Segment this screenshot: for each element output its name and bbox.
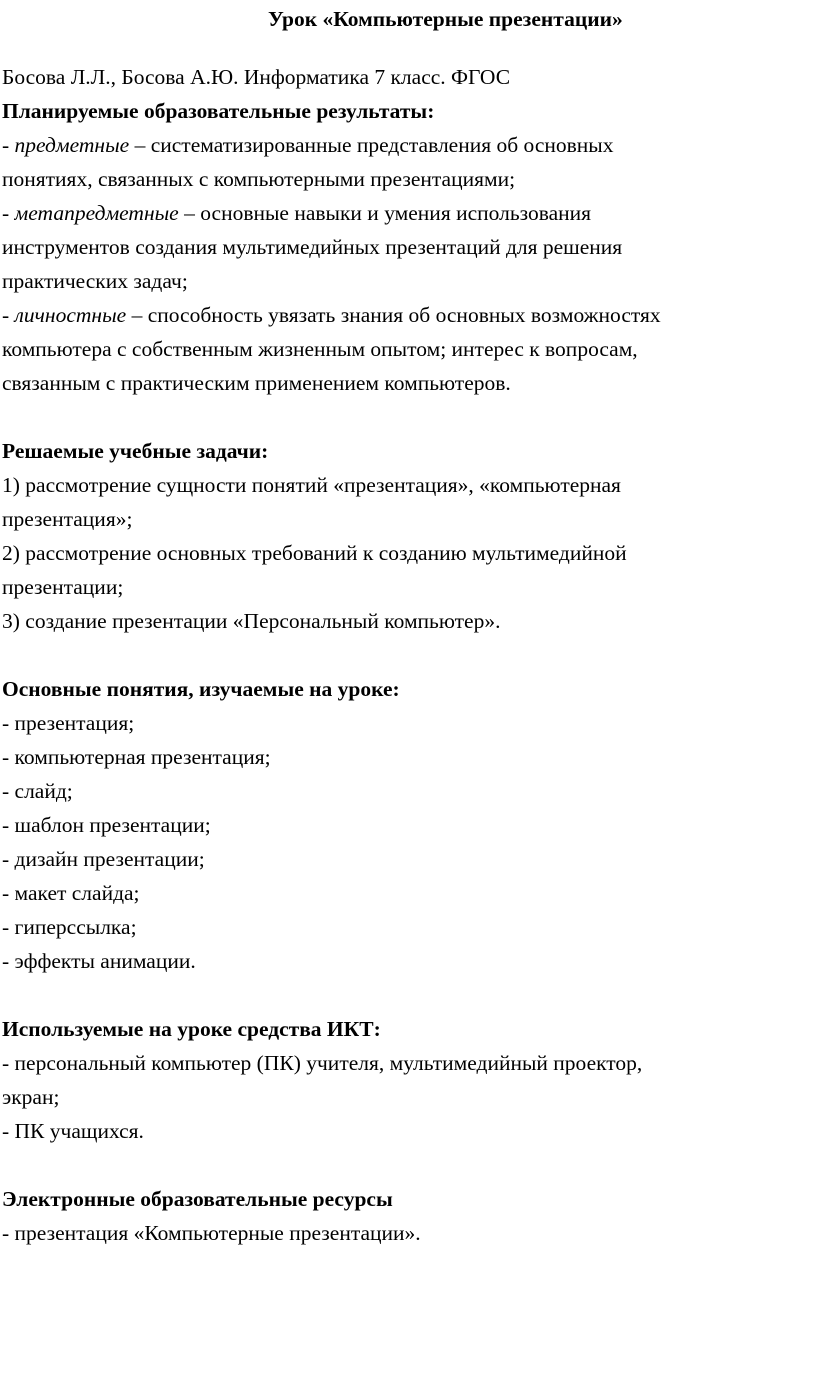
spacer [2, 400, 812, 434]
source-reference: Босова Л.Л., Босова А.Ю. Информатика 7 класс. ФГОС [2, 65, 511, 89]
concept-item: - компьютерная презентация; [2, 745, 271, 769]
ict-line: экран; [2, 1085, 60, 1109]
task-line: презентации; [2, 575, 124, 599]
results-heading: Планируемые образовательные результаты: [2, 99, 435, 123]
list-dash: - [2, 133, 15, 157]
result-item-metasubject [2, 196, 812, 230]
result-text: – систематизированные представления об основных [129, 133, 614, 157]
result-text-line: компьютера с собственным жизненным опытом; интерес к вопросам, [2, 337, 638, 361]
task-line: 2) рассмотрение основных требований к созданию мультимедийной [2, 541, 627, 565]
result-text-line: инструментов создания мультимедийных презентаций для решения [2, 235, 623, 259]
concepts-heading: Основные понятия, изучаемые на уроке: [2, 677, 400, 701]
result-text: – основные навыки и умения использования [178, 201, 592, 225]
result-text: – способность увязать знания об основных возможностях [126, 303, 661, 327]
result-text-line: понятиях, связанных с компьютерными презентациями; [2, 167, 516, 191]
page-title: Урок «Компьютерные презентации» [268, 7, 623, 31]
resource-line: - презентация «Компьютерные презентации». [2, 1221, 421, 1245]
concept-item: - макет слайда; [2, 881, 140, 905]
result-term: метапредметные [14, 201, 179, 225]
ict-line: - персональный компьютер (ПК) учителя, мультимедийный проектор, [2, 1051, 643, 1075]
task-line: 3) создание презентации «Персональный компьютер». [2, 609, 501, 633]
concept-item: - шаблон презентации; [2, 813, 211, 837]
list-dash: - [2, 201, 15, 225]
result-text-line: связанным с практическим применением компьютеров. [2, 371, 511, 395]
tasks-heading: Решаемые учебные задачи: [2, 439, 269, 463]
document-body [2, 60, 812, 1250]
ict-heading: Используемые на уроке средства ИКТ: [2, 1017, 381, 1041]
result-term: личностные [14, 303, 127, 327]
concept-item: - гиперссылка; [2, 915, 137, 939]
concept-item: - дизайн презентации; [2, 847, 205, 871]
result-item-personal [2, 298, 812, 332]
concept-item: - презентация; [2, 711, 135, 735]
spacer [2, 978, 812, 1012]
result-item-subject [2, 128, 812, 162]
list-dash: - [2, 303, 15, 327]
result-term: предметные [14, 133, 130, 157]
spacer [2, 1148, 812, 1182]
concept-item: - слайд; [2, 779, 73, 803]
concept-item: - эффекты анимации. [2, 949, 196, 973]
resources-heading: Электронные образовательные ресурсы [2, 1187, 393, 1211]
result-text-line: практических задач; [2, 269, 188, 293]
spacer [2, 638, 812, 672]
task-line: 1) рассмотрение сущности понятий «презентация», «компьютерная [2, 473, 621, 497]
ict-line: - ПК учащихся. [2, 1119, 144, 1143]
task-line: презентация»; [2, 507, 133, 531]
